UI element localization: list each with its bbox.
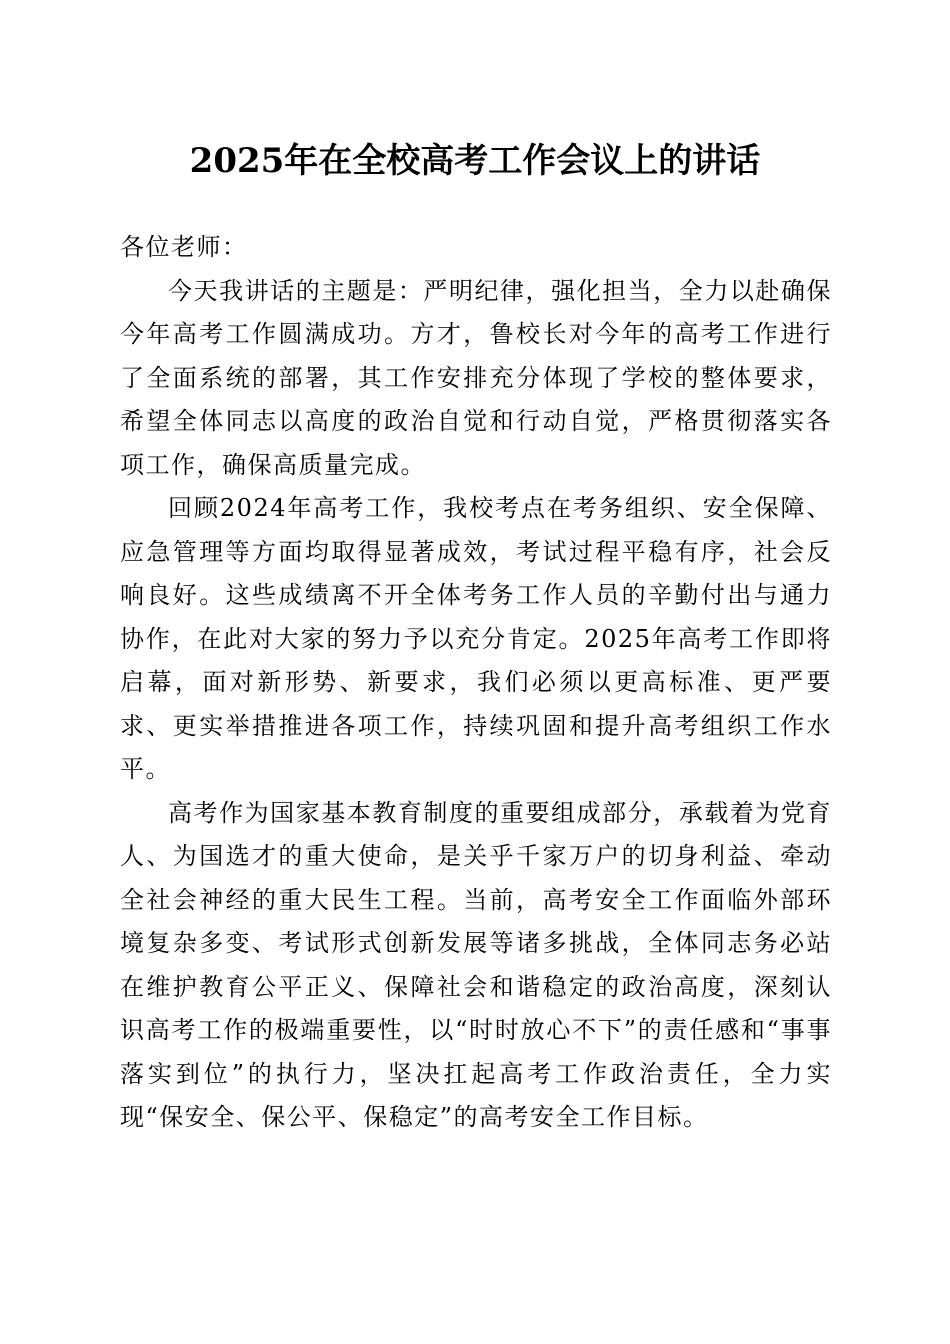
paragraph-3: 高考作为国家基本教育制度的重要组成部分，承载着为党育人、为国选才的重大使命，是关乎千家万户的切身利益、牵动全社会神经的重大民生工程。当前，高考安全工作面临外部环境复杂多变、考试形式创新发展等诸多挑战，全体同志务必站在维护教育公平正义、保障社会和谐稳定的政治高度，深刻认识高考工作的极端重要性，以“时时放心不下”的责任感和“事事落实到位”的执行力，坚决扛起高考工作政治责任，全力实现“保安全、保公平、保稳定”的高考安全工作目标。 (120, 798, 832, 1131)
document-title: 2025年在全校高考工作会议上的讲话 (189, 141, 761, 181)
salutation: 各位老师： (120, 233, 248, 261)
document-body (120, 226, 832, 1140)
paragraph-1: 今天我讲话的主题是：严明纪律，强化担当，全力以赴确保今年高考工作圆满成功。方才，鲁校长对今年的高考工作进行了全面系统的部署，其工作安排充分体现了学校的整体要求，希望全体同志以高度的政治自觉和行动自觉，严格贯彻落实各项工作，确保高质量完成。 (120, 276, 832, 479)
paragraph-2: 回顾2024年高考工作，我校考点在考务组织、安全保障、应急管理等方面均取得显著成效，考试过程平稳有序，社会反响良好。这些成绩离不开全体考务工作人员的辛勤付出与通力协作，在此对大家的努力予以充分肯定。2025年高考工作即将启幕，面对新形势、新要求，我们必须以更高标准、更严要求、更实举措推进各项工作，持续巩固和提升高考组织工作水平。 (120, 494, 832, 783)
